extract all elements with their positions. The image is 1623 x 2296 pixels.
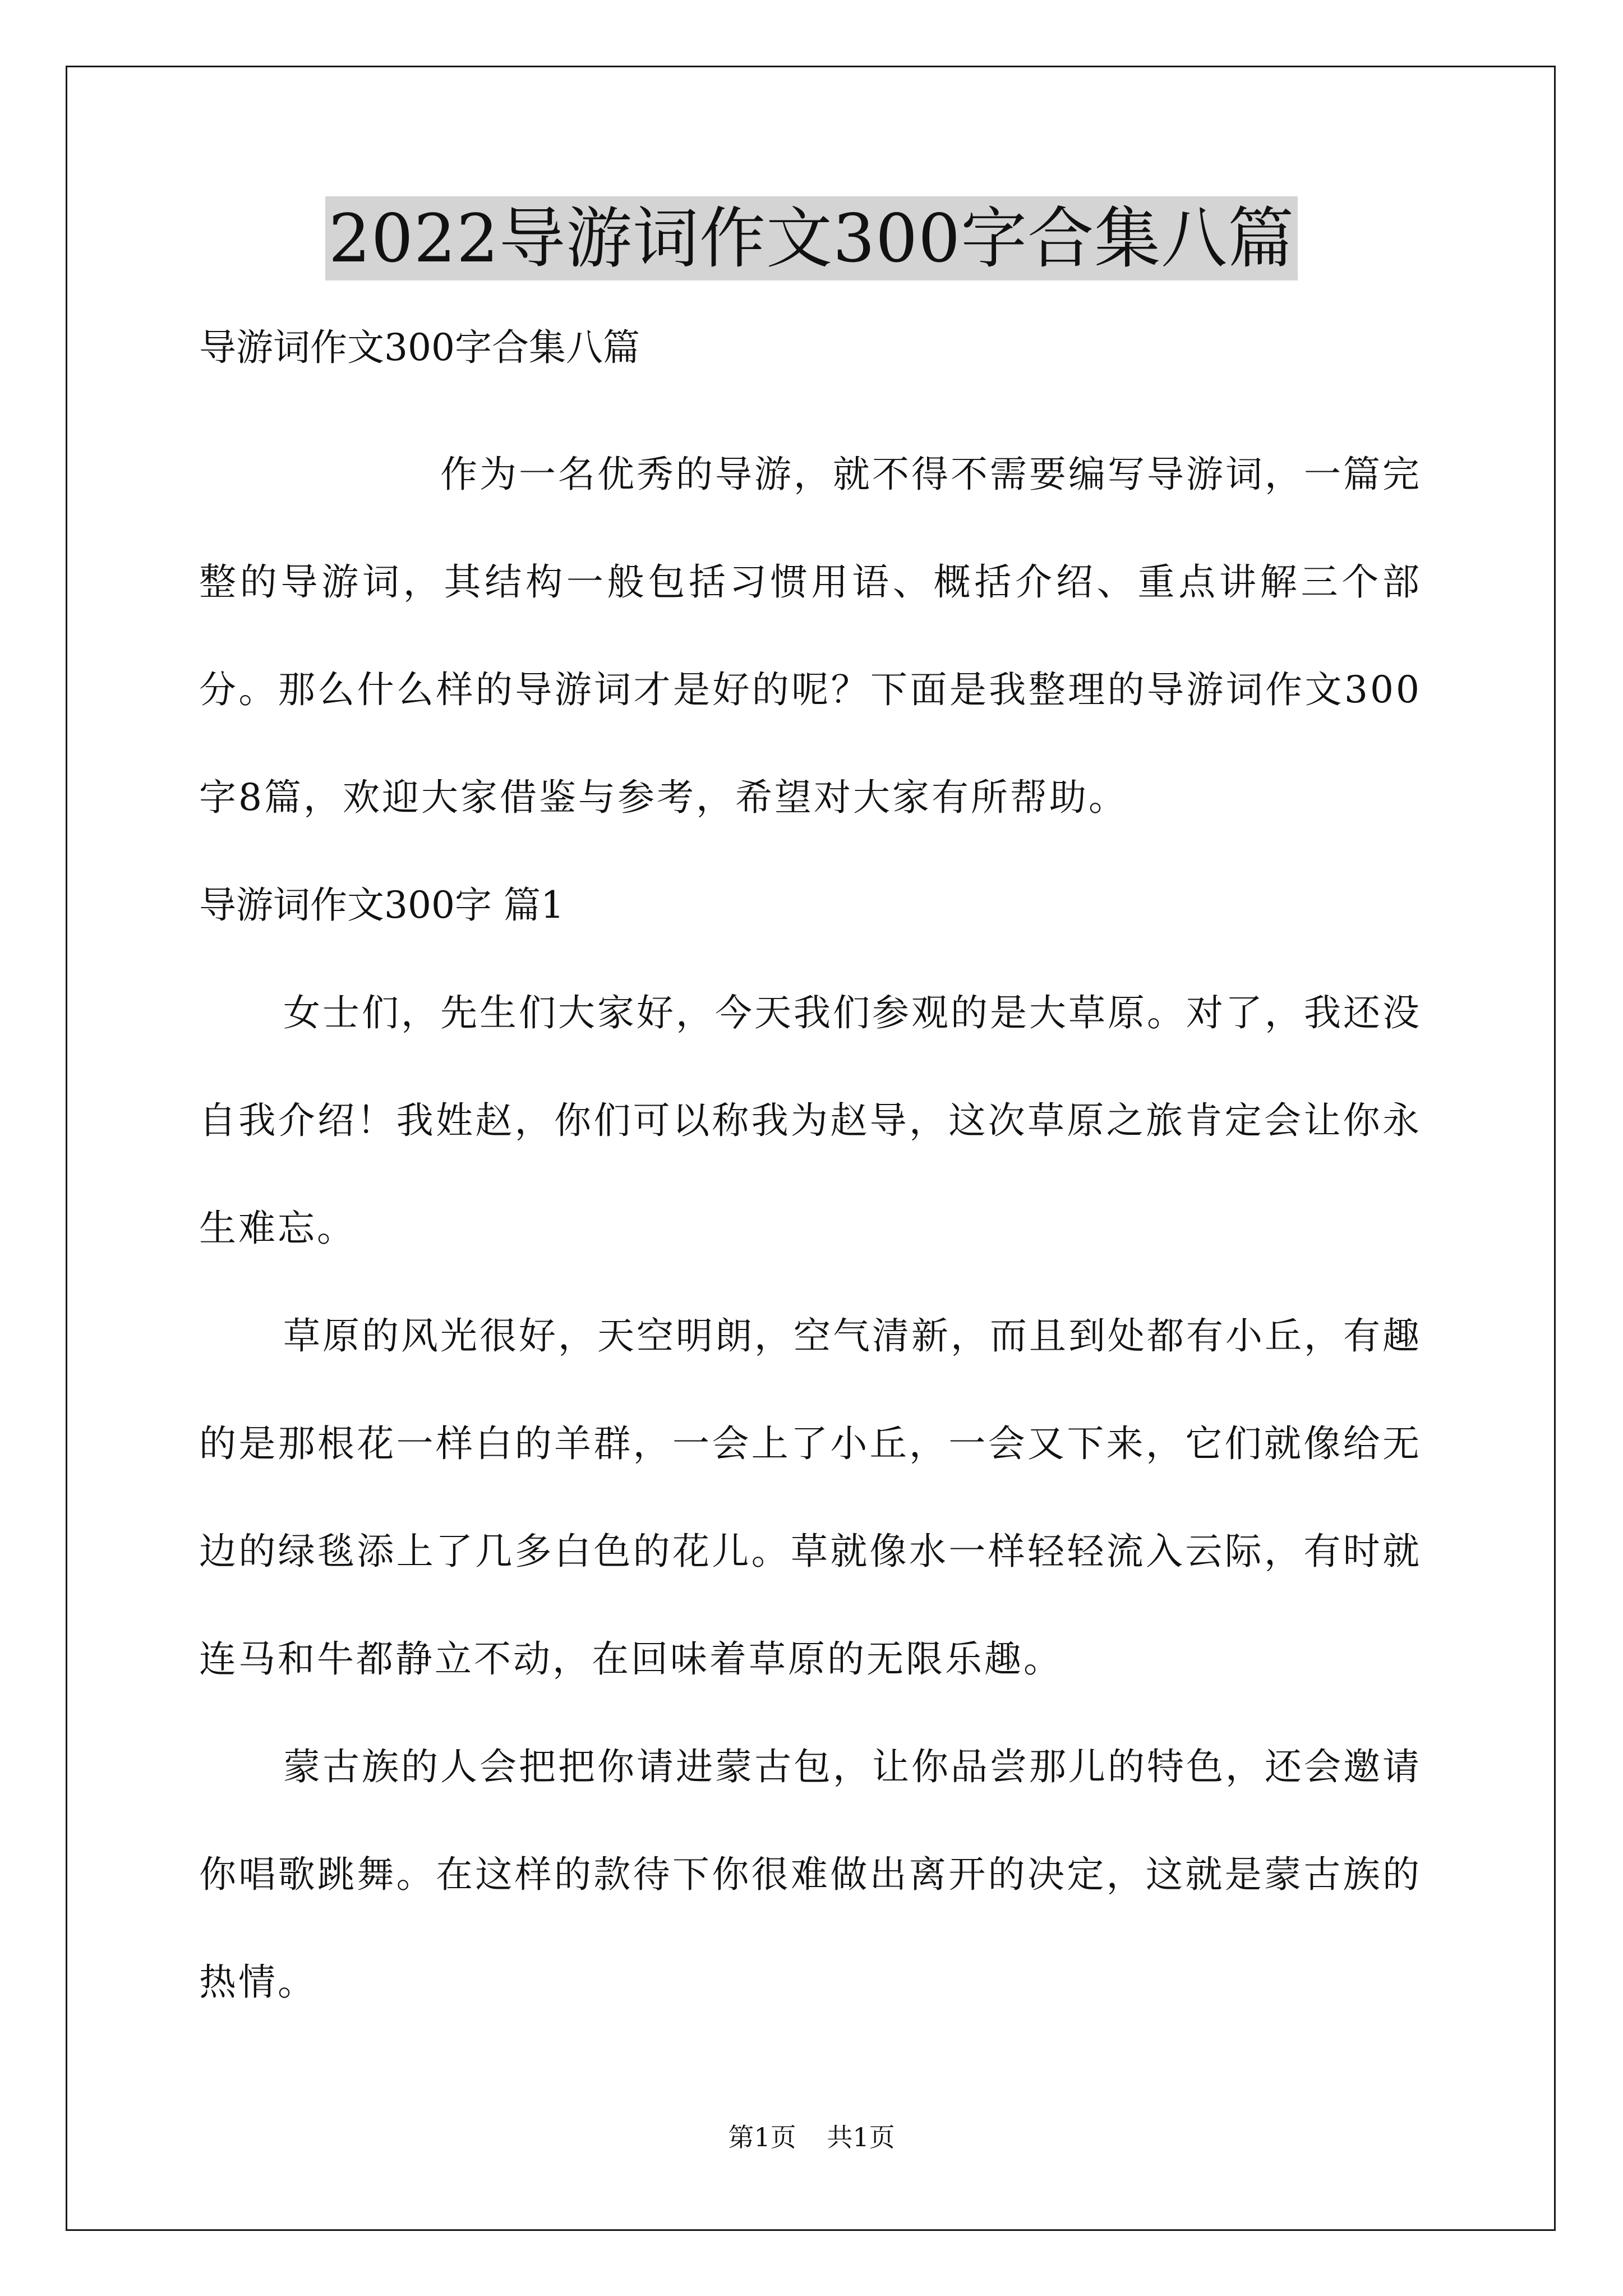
document-subtitle: 导游词作文300字合集八篇: [199, 326, 640, 369]
document-title: 2022导游词作文300字合集八篇: [325, 196, 1298, 280]
page-footer: [0, 2120, 1623, 2154]
document-body: [199, 314, 1422, 2036]
body-paragraph: 女士们，先生们大家好，今天我们参观的是大草原。对了，我还没自我介绍！我姓赵，你们可以称我为赵导，这次草原之旅肯定会让你永生难忘。: [199, 991, 1422, 1250]
title-container: [0, 196, 1623, 280]
intro-paragraph: 作为一名优秀的导游，就不得不需要编写导游词，一篇完整的导游词，其结构一般包括习惯用语、概括介绍、重点讲解三个部分。那么什么样的导游词才是好的呢？下面是我整理的导游词作文300字8篇，欢迎大家借鉴与参考，希望对大家有所帮助。: [199, 453, 1422, 819]
section-heading: 导游词作文300字 篇1: [199, 884, 564, 927]
page-number-total: 共1页: [827, 2122, 895, 2152]
body-paragraph: 蒙古族的人会把把你请进蒙古包，让你品尝那儿的特色，还会邀请你唱歌跳舞。在这样的款待下你很难做出离开的决定，这就是蒙古族的热情。: [199, 1745, 1422, 2004]
page-number-current: 第1页: [728, 2122, 796, 2152]
body-paragraph: 草原的风光很好，天空明朗，空气清新，而且到处都有小丘，有趣的是那根花一样白的羊群，一会上了小丘，一会又下来，它们就像给无边的绿毯添上了几多白色的花儿。草就像水一样轻轻流入云际，有时就连马和牛都静立不动，在回味着草原的无限乐趣。: [199, 1314, 1422, 1681]
